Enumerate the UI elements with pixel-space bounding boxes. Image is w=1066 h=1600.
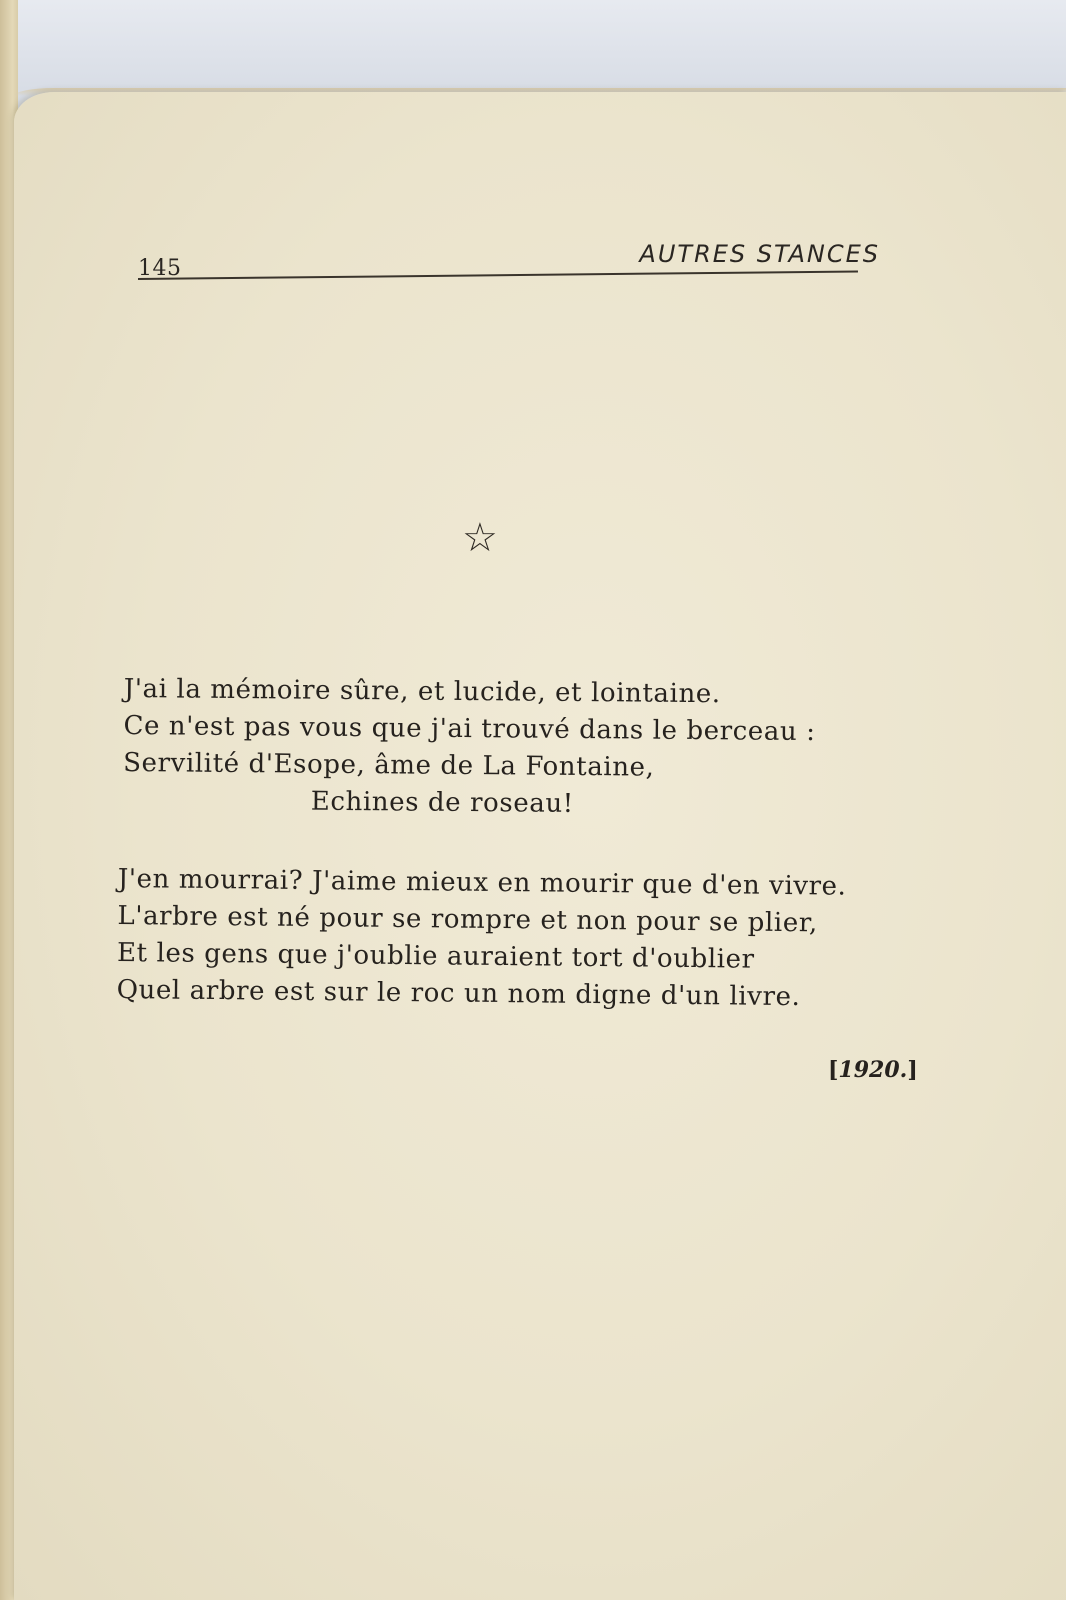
- verse-line: Ce n'est pas vous que j'ai trouvé dans le berceau :: [123, 710, 816, 748]
- verse-line: Quel arbre est sur le roc un nom digne d'un livre.: [116, 974, 801, 1013]
- verse-line-indented: Echines de roseau!: [310, 786, 574, 819]
- page-number: 145: [138, 256, 182, 281]
- verse-line: J'en mourrai? J'aime mieux en mourir que d'en vivre.: [117, 863, 847, 902]
- running-title: AUTRES STANCES: [639, 240, 880, 268]
- poem-date: [828, 1057, 918, 1083]
- verse-line: L'arbre est né pour se rompre et non pour se plier,: [117, 900, 818, 939]
- verse-line: Servilité d'Esope, âme de La Fontaine,: [123, 747, 655, 783]
- book-page: [14, 92, 1066, 1600]
- date-bracket-open: [: [828, 1057, 839, 1083]
- header-rule: [138, 270, 858, 280]
- running-header: [138, 238, 880, 290]
- star-outline-icon: ☆: [462, 515, 498, 561]
- verse-line: Et les gens que j'oublie auraient tort d'oublier: [116, 937, 755, 975]
- date-bracket-close: ]: [907, 1057, 918, 1083]
- verse-line: J'ai la mémoire sûre, et lucide, et lointaine.: [123, 673, 721, 710]
- date-year: 1920.: [838, 1057, 908, 1083]
- stanza-2: [116, 861, 846, 1017]
- stanza-1: [123, 671, 816, 825]
